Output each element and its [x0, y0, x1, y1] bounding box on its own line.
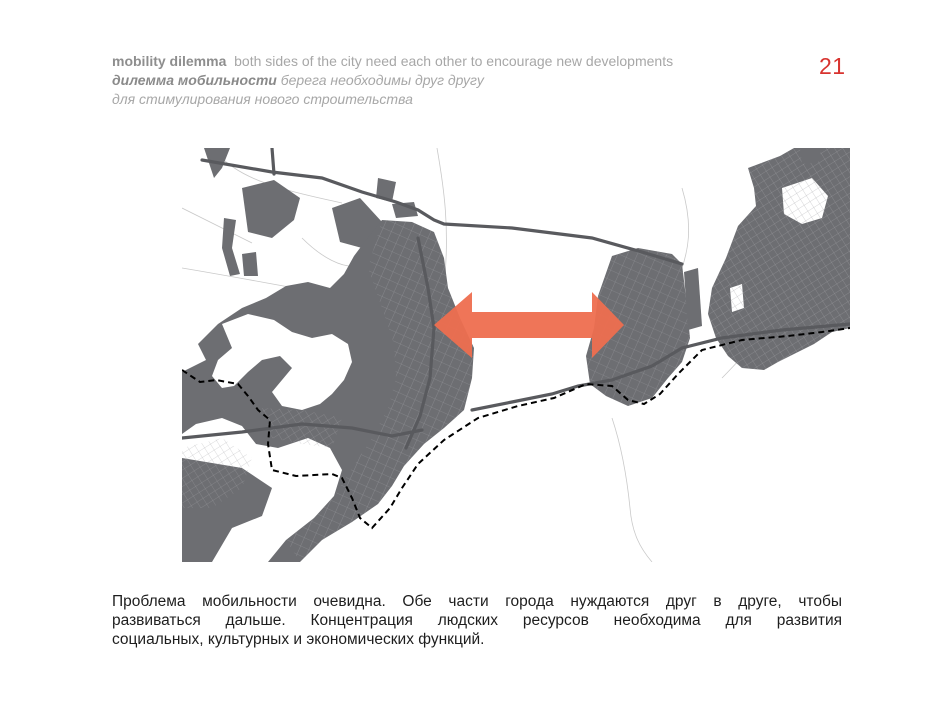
city-map — [182, 148, 850, 562]
east-bank-urban — [684, 148, 850, 370]
title-english-bold: mobility dilemma — [112, 53, 227, 69]
west-bank-urban — [182, 148, 474, 562]
caption-line-2: развиваться дальше. Концентрация людских ресурсов необходима для развития — [112, 612, 842, 629]
title-russian-line2: для стимулирования нового строительства — [112, 91, 413, 107]
title-english-rest: both sides of the city need each other to encourage new developments — [234, 53, 674, 69]
title-english — [112, 52, 752, 71]
caption-line-1: Проблема мобильности очевидна. Обе части города нуждаются друг в друге, чтобы — [112, 593, 842, 610]
page-header — [112, 52, 752, 109]
caption-text — [112, 592, 842, 649]
page-number: 21 — [819, 53, 846, 79]
title-russian-bold: дилемма мобильности — [112, 72, 277, 88]
title-russian — [112, 71, 752, 90]
title-russian-rest: берега необходимы друг другу — [280, 72, 484, 88]
connection-arrow — [434, 292, 624, 358]
map-svg — [182, 148, 850, 562]
caption-line-3: социальных, культурных и экономических функций. — [112, 631, 485, 648]
